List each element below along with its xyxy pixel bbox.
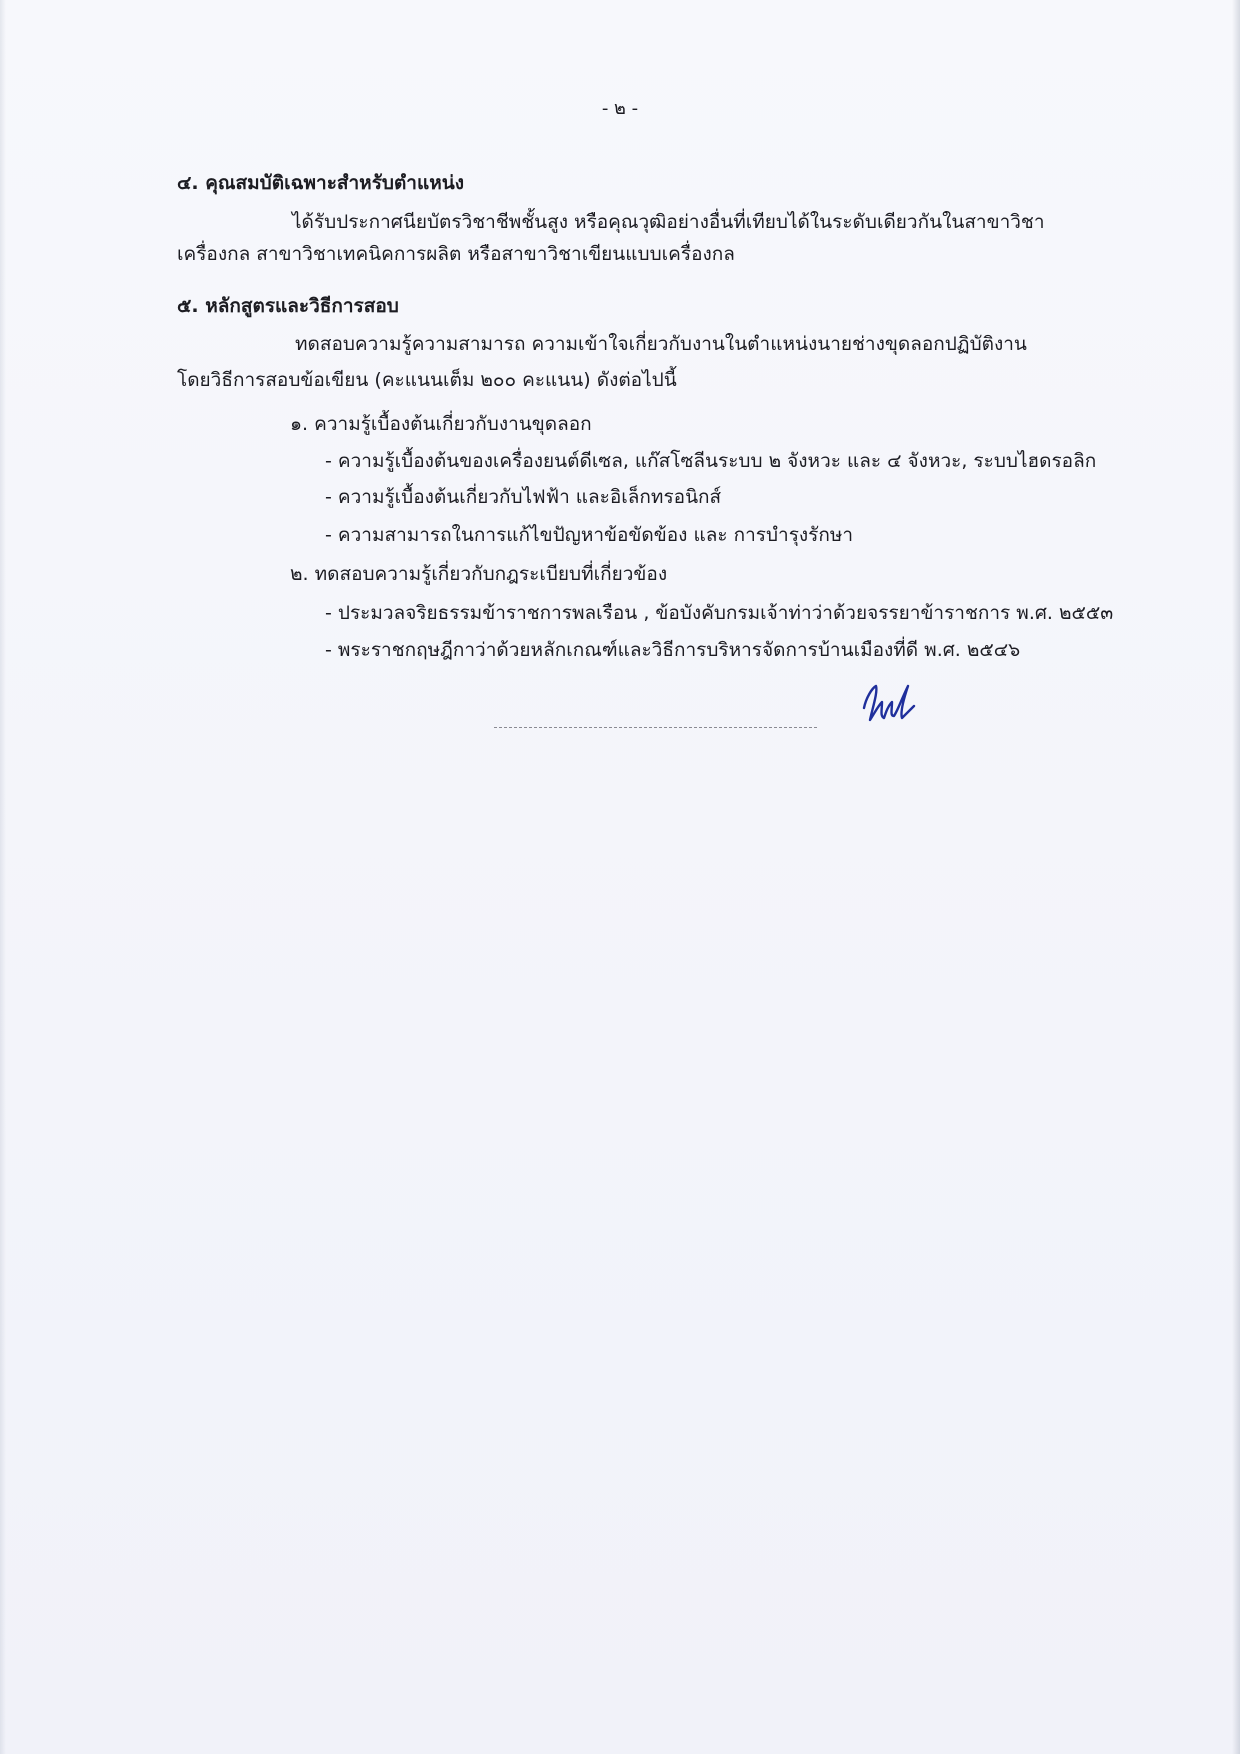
section-4-heading: ๔. คุณสมบัติเฉพาะสำหรับตำแหน่ง xyxy=(177,172,465,194)
section-5-paragraph-line-2: โดยวิธีการสอบข้อเขียน (คะแนนเต็ม ๒๐๐ คะแนน) ดังต่อไปนี้ xyxy=(177,369,677,391)
item-1-bullet: - ความรู้เบื้องต้นของเครื่องยนต์ดีเซล, แก๊สโซลีนระบบ ๒ จังหวะ และ ๔ จังหวะ, ระบบไฮดรอลิก xyxy=(325,450,1097,472)
item-1-bullet: - ความรู้เบื้องต้นเกี่ยวกับไฟฟ้า และอิเล็กทรอนิกส์ xyxy=(325,486,722,508)
item-1-bullet: - ความสามารถในการแก้ไขปัญหาข้อขัดข้อง และ การบำรุงรักษา xyxy=(325,524,854,546)
page-number: - ๒ - xyxy=(601,98,639,119)
section-5-heading: ๕. หลักสูตรและวิธีการสอบ xyxy=(177,295,399,317)
item-1-title: ๑. ความรู้เบื้องต้นเกี่ยวกับงานขุดลอก xyxy=(290,413,592,435)
section-4-paragraph-line-2: เครื่องกล สาขาวิชาเทคนิคการผลิต หรือสาขาวิชาเขียนแบบเครื่องกล xyxy=(177,243,735,265)
scan-edge-right xyxy=(1232,0,1240,1754)
item-2-bullet: - ประมวลจริยธรรมข้าราชการพลเรือน , ข้อบังคับกรมเจ้าท่าว่าด้วยจรรยาข้าราชการ พ.ศ. ๒๕๕๓ xyxy=(325,602,1114,624)
signature-icon xyxy=(858,680,918,730)
signature-line xyxy=(494,727,817,728)
scan-edge-left xyxy=(0,0,6,1754)
section-5-paragraph-line-1: ทดสอบความรู้ความสามารถ ความเข้าใจเกี่ยวกับงานในตำแหน่งนายช่างขุดลอกปฏิบัติงาน xyxy=(295,333,1027,355)
section-4-paragraph-line-1: ได้รับประกาศนียบัตรวิชาชีพชั้นสูง หรือคุณวุฒิอย่างอื่นที่เทียบได้ในระดับเดียวกันในสาขาวิชา xyxy=(292,211,1045,233)
item-2-bullet: - พระราชกฤษฎีกาว่าด้วยหลักเกณฑ์และวิธีการบริหารจัดการบ้านเมืองที่ดี พ.ศ. ๒๕๔๖ xyxy=(325,639,1021,661)
item-2-title: ๒. ทดสอบความรู้เกี่ยวกับกฎระเบียบที่เกี่ยวข้อง xyxy=(290,563,668,585)
